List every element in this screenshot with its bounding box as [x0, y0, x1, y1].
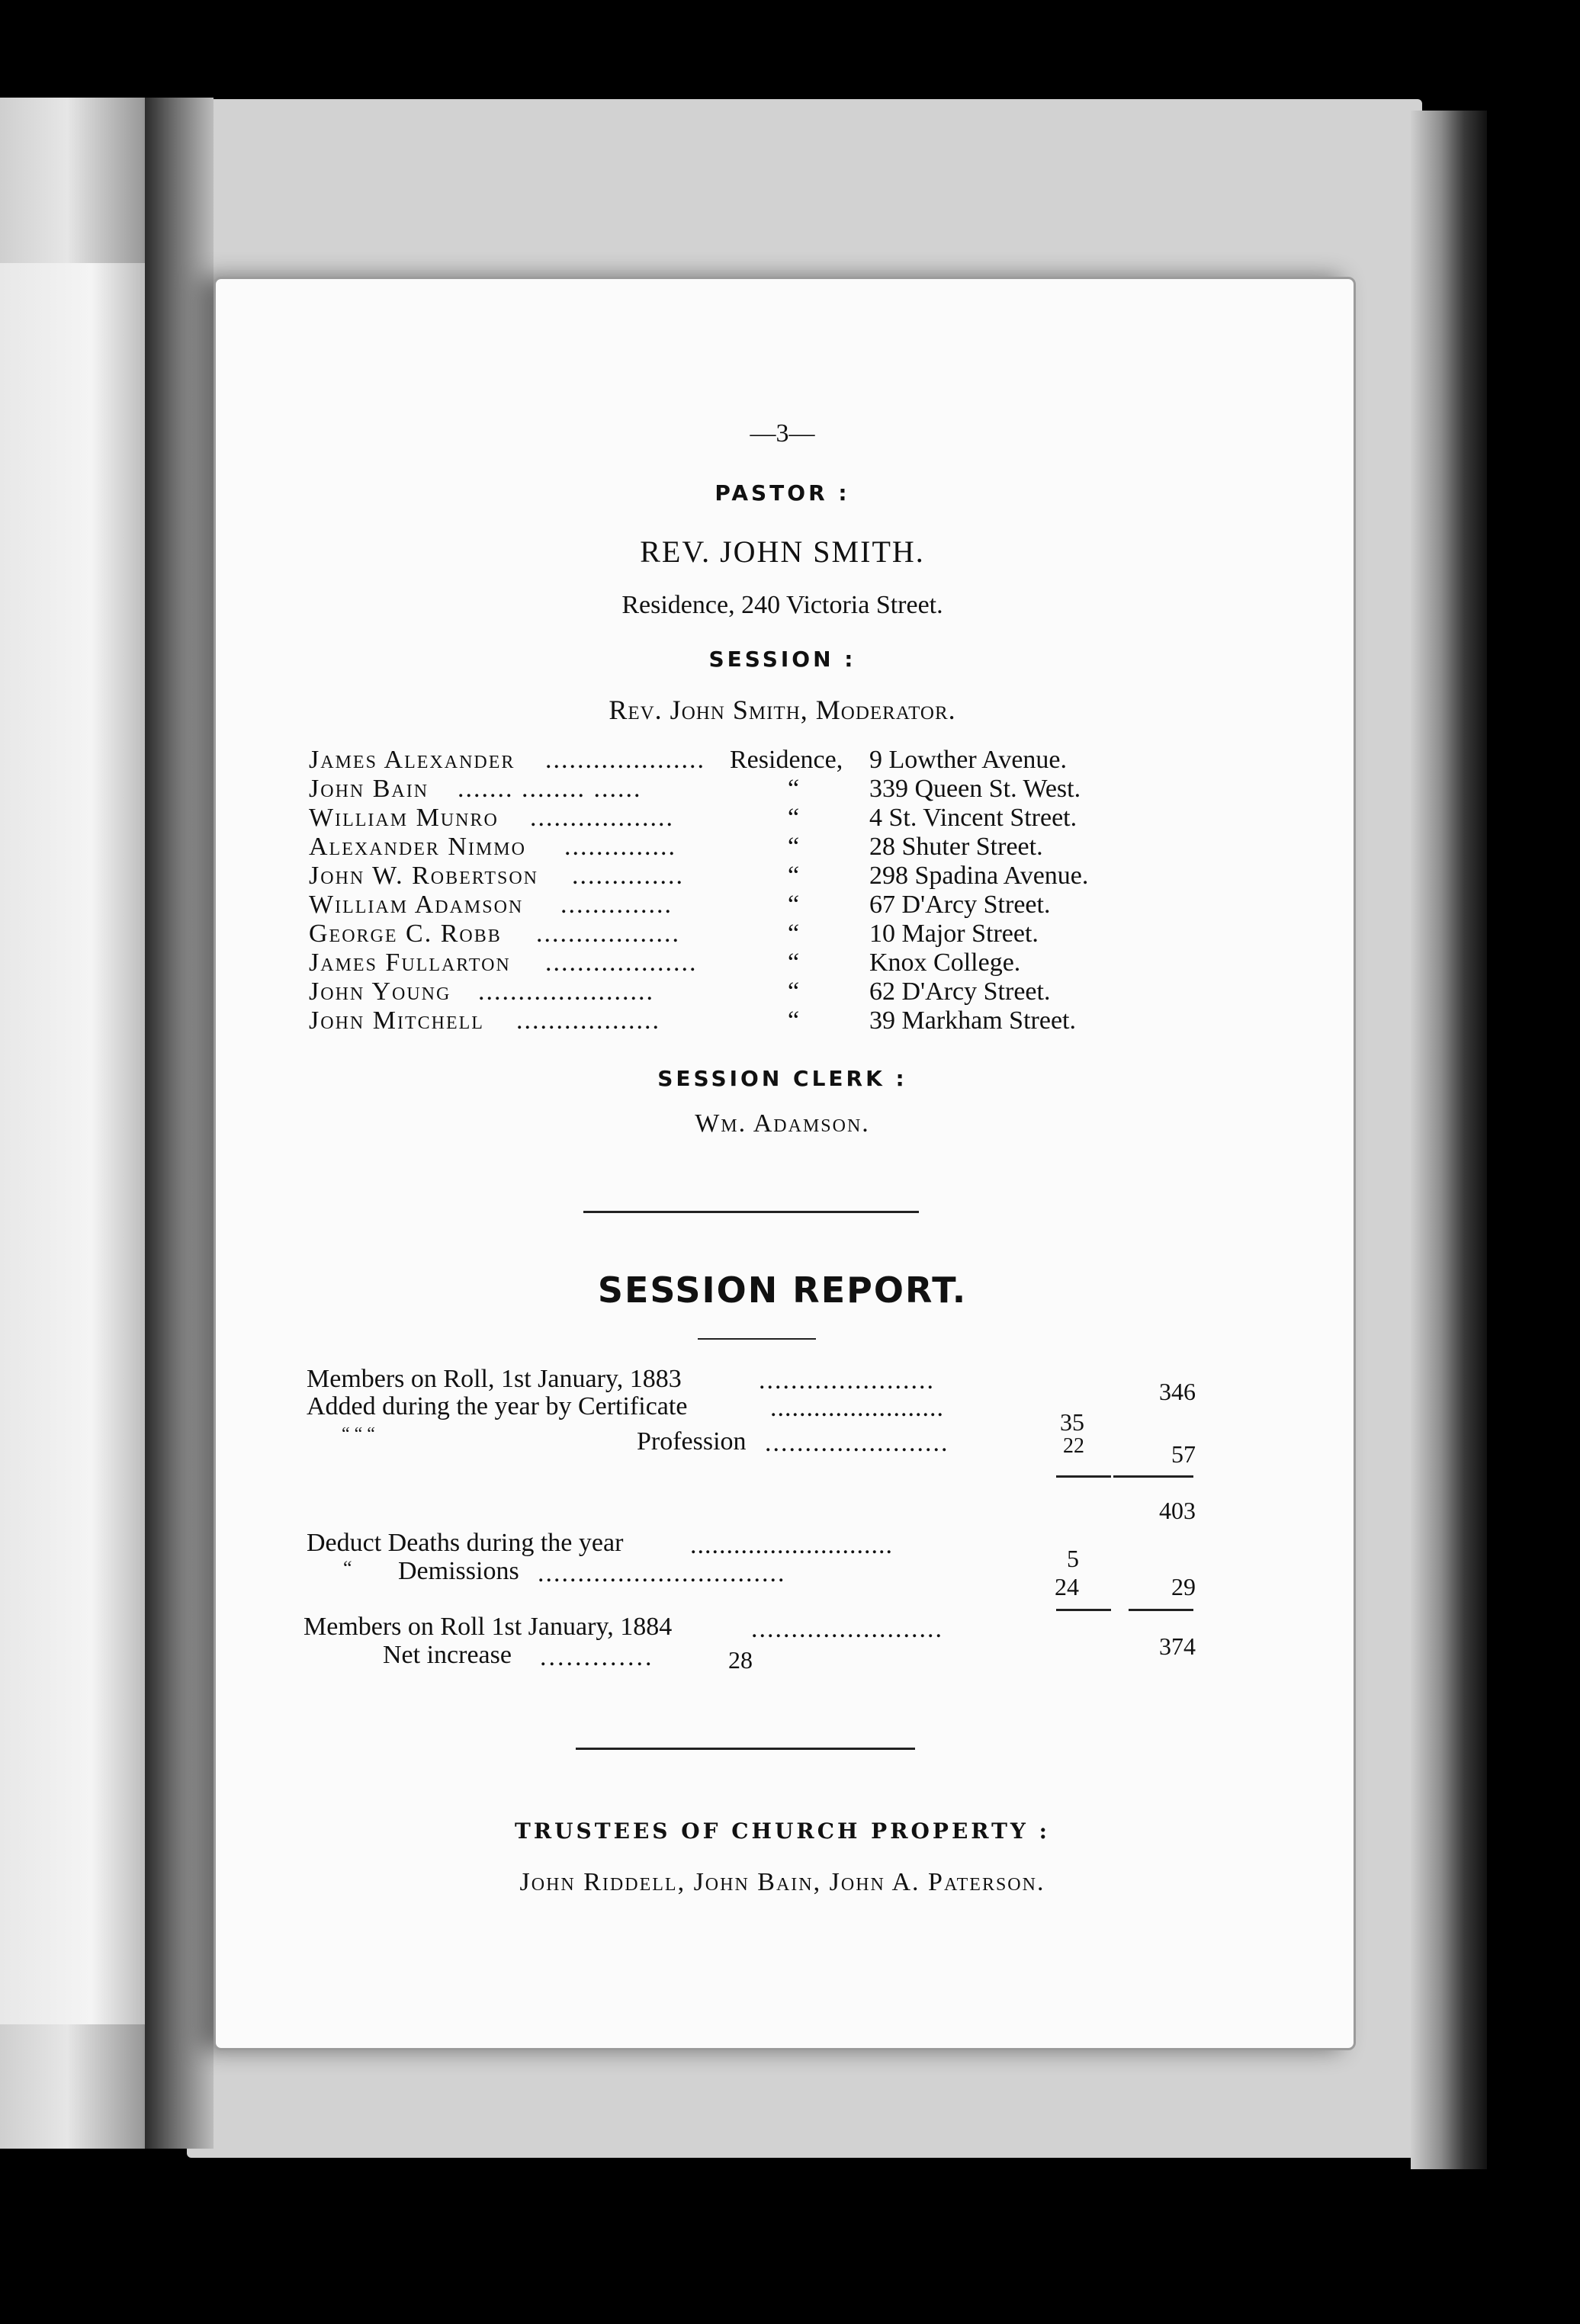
session-moderator: Rev. John Smith, Moderator.	[609, 695, 956, 725]
elder-name: James Alexander	[309, 746, 515, 774]
elder-row	[309, 833, 1171, 862]
leader-dots: ......................	[759, 1366, 935, 1395]
deaths-label: Deduct Deaths during the year	[307, 1529, 624, 1557]
leader-dots: ...............................	[538, 1559, 786, 1587]
spine-shadow	[145, 98, 214, 2149]
leader-dots: ........................	[751, 1615, 943, 1643]
residence-label: Residence,	[730, 746, 843, 774]
elder-address: 9 Lowther Avenue.	[869, 746, 1068, 774]
elder-row	[309, 804, 1171, 833]
title-underline	[698, 1338, 816, 1340]
elder-name: James Fullarton	[309, 949, 511, 977]
elder-row	[309, 977, 1171, 1006]
leader-dots: ....... ........ ......	[458, 775, 642, 803]
elder-address: 62 D'Arcy Street.	[869, 977, 1051, 1006]
trustees-heading: TRUSTEES OF CHURCH PROPERTY :	[515, 1818, 1050, 1844]
page-number: —3—	[750, 419, 815, 448]
leader-dots: ........................	[770, 1394, 944, 1422]
demissions-label: Demissions	[398, 1557, 519, 1585]
elder-address: 339 Queen St. West.	[869, 775, 1081, 803]
report-title: SESSION REPORT.	[597, 1270, 968, 1311]
demissions-value: 24	[1055, 1573, 1079, 1600]
sum-rule	[1056, 1609, 1111, 1611]
sum-rule	[1129, 1609, 1193, 1611]
elder-address: 28 Shuter Street.	[869, 833, 1043, 861]
sum-rule	[1113, 1475, 1193, 1478]
leader-dots: ..............	[560, 891, 673, 919]
certificate-label: Added during the year by Certificate	[307, 1392, 688, 1420]
session-clerk-heading: SESSION CLERK :	[657, 1066, 907, 1091]
elder-row	[309, 949, 1171, 977]
ditto-mark: “	[788, 1006, 800, 1035]
added-total: 57	[1171, 1440, 1196, 1468]
leader-dots: ..................	[516, 1006, 660, 1035]
elder-name: John Young	[309, 977, 451, 1006]
ditto-mark: “	[788, 833, 800, 861]
elder-name: William Adamson	[309, 891, 524, 919]
pastor-residence: Residence, 240 Victoria Street.	[621, 591, 943, 619]
leader-dots: ............................	[690, 1531, 893, 1559]
ditto-mark: “	[788, 891, 800, 919]
elder-address: 4 St. Vincent Street.	[869, 804, 1077, 832]
ditto-marks: “ “ “	[342, 1424, 375, 1444]
session-clerk-name: Wm. Adamson.	[695, 1109, 870, 1138]
pastor-name: REV. JOHN SMITH.	[640, 534, 925, 569]
elder-row	[309, 746, 1171, 775]
divider	[576, 1748, 915, 1750]
net-increase-label: Net increase	[383, 1641, 512, 1669]
elder-address: 10 Major Street.	[869, 920, 1039, 948]
trustees-names: John Riddell, John Bain, John A. Paterson.	[519, 1868, 1045, 1896]
ditto-mark: “	[788, 977, 800, 1006]
ditto-mark: “	[788, 949, 800, 977]
elder-name: George C. Robb	[309, 920, 502, 948]
leader-dots: ......................	[478, 977, 654, 1006]
elder-address: 298 Spadina Avenue.	[869, 862, 1089, 890]
elder-name: Alexander Nimmo	[309, 833, 526, 861]
roll-1883-value: 346	[1159, 1378, 1196, 1405]
elder-address: 39 Markham Street.	[869, 1006, 1076, 1035]
roll-1884-label: Members on Roll 1st January, 1884	[303, 1613, 673, 1641]
ditto-mark: “	[788, 804, 800, 832]
ditto-mark: “	[788, 862, 800, 890]
elder-name: John W. Robertson	[309, 862, 538, 890]
pastor-heading: PASTOR :	[715, 480, 850, 506]
ditto-mark: “	[788, 775, 800, 803]
roll-1884-value: 374	[1159, 1632, 1196, 1660]
elder-row	[309, 891, 1171, 920]
divider	[583, 1211, 919, 1213]
leader-dots: ..............	[564, 833, 676, 861]
leader-dots: .............	[540, 1643, 654, 1671]
elder-address: Knox College.	[869, 949, 1021, 977]
leader-dots: ...................	[545, 949, 698, 977]
deduct-total: 29	[1171, 1573, 1196, 1600]
leader-dots: ..................	[536, 920, 680, 948]
elder-address: 67 D'Arcy Street.	[869, 891, 1051, 919]
leader-dots: ....................	[545, 746, 705, 774]
ditto-mark: “	[343, 1557, 352, 1579]
sum-rule	[1056, 1475, 1111, 1478]
elder-row	[309, 775, 1171, 804]
certificate-value: 35	[1060, 1408, 1084, 1436]
ditto-mark: “	[788, 920, 800, 948]
book-cover-edge	[1411, 111, 1487, 2169]
elder-name: John Mitchell	[309, 1006, 484, 1035]
elder-name: William Munro	[309, 804, 499, 832]
elder-name: John Bain	[309, 775, 429, 803]
session-heading: SESSION :	[708, 647, 856, 672]
profession-label: Profession	[637, 1427, 747, 1456]
left-page-inner	[0, 263, 153, 2024]
leader-dots: ..................	[530, 804, 674, 832]
subtotal: 403	[1159, 1497, 1196, 1524]
net-increase-value: 28	[728, 1646, 753, 1674]
elder-row	[309, 862, 1171, 891]
profession-value: 22	[1063, 1434, 1084, 1458]
leader-dots: ..............	[572, 862, 684, 890]
elder-row	[309, 920, 1171, 949]
deaths-value: 5	[1067, 1545, 1079, 1572]
elder-row	[309, 1006, 1171, 1035]
leader-dots: .......................	[765, 1429, 949, 1457]
roll-1883-label: Members on Roll, 1st January, 1883	[307, 1365, 682, 1393]
